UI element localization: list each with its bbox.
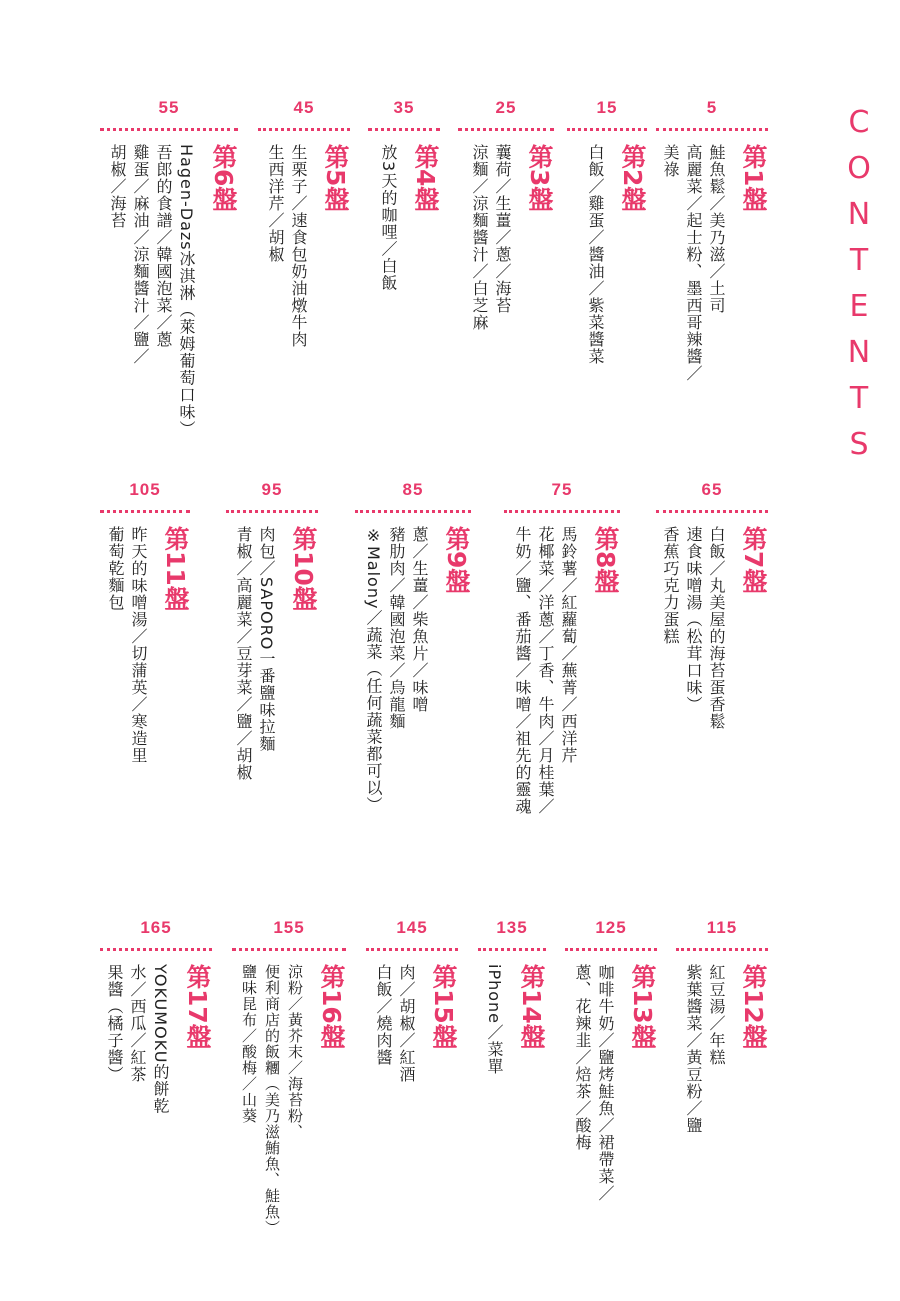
dish-title: 第12盤 bbox=[739, 964, 768, 1049]
ingredient-line: 白飯／雞蛋／醬油／紫菜醬菜 bbox=[586, 144, 605, 365]
page-number: 165 bbox=[140, 918, 172, 937]
dotted-divider bbox=[368, 128, 440, 131]
dish-title: 第11盤 bbox=[161, 526, 190, 611]
page-number: 65 bbox=[701, 480, 723, 499]
page-number: 45 bbox=[293, 98, 315, 117]
ingredient-line: 蔥、花辣韭／焙茶／酸梅 bbox=[573, 964, 592, 1151]
dish-title: 第7盤 bbox=[739, 526, 768, 594]
ingredient-line: 涼麵／涼麵醬汁／白芝麻 bbox=[470, 144, 489, 331]
page-number: 75 bbox=[551, 480, 573, 499]
ingredients bbox=[468, 144, 514, 331]
page-number: 115 bbox=[706, 918, 738, 937]
ingredient-line: 美祿 bbox=[661, 144, 680, 178]
ingredient-line: 鮭魚鬆／美乃滋／土司 bbox=[707, 144, 726, 314]
ingredient-line: 吾郎的食譜／韓國泡菜／蔥 bbox=[154, 144, 173, 348]
page-number: 15 bbox=[596, 98, 618, 117]
ingredient-line: 牛奶／鹽、番茄醬／味噌／祖先的靈魂 bbox=[513, 526, 532, 815]
ingredient-line: 水／西瓜／紅茶 bbox=[128, 964, 147, 1083]
ingredient-line: 生栗子／速食包奶油燉牛肉 bbox=[289, 144, 308, 348]
page-number: 5 bbox=[706, 98, 718, 117]
ingredients bbox=[104, 526, 150, 764]
dotted-divider bbox=[100, 948, 212, 951]
dish-title: 第13盤 bbox=[628, 964, 657, 1049]
ingredient-line: 肉／胡椒／紅酒 bbox=[397, 964, 416, 1083]
toc-entry-4[interactable] bbox=[368, 98, 440, 478]
ingredient-line: iPhone／菜單 bbox=[485, 964, 504, 1076]
toc-entry-13[interactable] bbox=[565, 918, 657, 1278]
page-number: 35 bbox=[393, 98, 415, 117]
toc-entry-15[interactable] bbox=[366, 918, 458, 1278]
dotted-divider bbox=[232, 948, 346, 951]
page-title-letter: O bbox=[847, 151, 871, 186]
ingredients bbox=[362, 526, 431, 813]
page-number: 95 bbox=[261, 480, 283, 499]
toc-entry-16[interactable] bbox=[232, 918, 346, 1278]
ingredient-line: YOKUMOKU的餅乾 bbox=[151, 964, 170, 1115]
ingredient-line: 速食味噌湯（松茸口味） bbox=[684, 526, 703, 713]
ingredient-line: 香蕉巧克力蛋糕 bbox=[661, 526, 680, 645]
page-number: 105 bbox=[129, 480, 161, 499]
dotted-divider bbox=[355, 510, 471, 513]
ingredient-line: 果醬（橘子醬） bbox=[105, 964, 124, 1083]
ingredient-line: 蘘荷／生薑／蔥／海苔 bbox=[493, 144, 512, 314]
ingredient-line: 放3天的咖哩／白飯 bbox=[379, 144, 398, 292]
dish-title: 第4盤 bbox=[411, 144, 440, 212]
dish-title: 第14盤 bbox=[517, 964, 546, 1049]
toc-entry-2[interactable] bbox=[567, 98, 647, 478]
ingredient-line: 生西洋芹／胡椒 bbox=[266, 144, 285, 263]
ingredients bbox=[237, 964, 306, 1236]
ingredients bbox=[659, 144, 728, 382]
page-title-letter: T bbox=[849, 243, 869, 278]
toc-entry-9[interactable] bbox=[355, 480, 471, 860]
page-title-letter: N bbox=[847, 197, 871, 232]
ingredient-line: 雞蛋／麻油／涼麵醬汁／鹽／ bbox=[131, 144, 150, 365]
toc-entry-6[interactable] bbox=[100, 98, 238, 478]
ingredient-line: 便利商店的飯糰（美乃滋鮪魚、鮭魚） bbox=[263, 964, 281, 1236]
ingredient-line: 紅豆湯／年糕 bbox=[707, 964, 726, 1066]
dotted-divider bbox=[565, 948, 657, 951]
ingredients bbox=[659, 526, 728, 730]
page-number: 25 bbox=[495, 98, 517, 117]
page-title-letter: C bbox=[848, 105, 870, 140]
ingredients bbox=[682, 964, 728, 1134]
ingredients bbox=[372, 964, 418, 1083]
dotted-divider bbox=[100, 128, 238, 131]
dotted-divider bbox=[100, 510, 190, 513]
ingredient-line: 涼粉／黃芥末／海苔粉、 bbox=[286, 964, 304, 1140]
ingredient-line: 豬肋肉／韓國泡菜／烏龍麵 bbox=[387, 526, 406, 730]
dotted-divider bbox=[567, 128, 647, 131]
ingredient-line: 紫葉醬菜／黃豆粉／鹽 bbox=[684, 964, 703, 1134]
ingredient-line: ※Malony／蔬菜（任何蔬菜都可以） bbox=[364, 526, 383, 814]
dish-title: 第15盤 bbox=[429, 964, 458, 1049]
ingredient-line: 鹽味昆布／酸梅／山葵 bbox=[240, 964, 258, 1124]
toc-entry-5[interactable] bbox=[258, 98, 350, 478]
dotted-divider bbox=[258, 128, 350, 131]
dish-title: 第17盤 bbox=[183, 964, 212, 1049]
dish-title: 第3盤 bbox=[525, 144, 554, 212]
ingredient-line: 昨天的味噌湯／切蒲英／寒造里 bbox=[129, 526, 148, 764]
dotted-divider bbox=[504, 510, 620, 513]
ingredient-line: 蔥／生薑／柴魚片／味噌 bbox=[410, 526, 429, 713]
dish-title: 第9盤 bbox=[442, 526, 471, 594]
ingredient-line: 馬鈴薯／紅蘿蔔／蕪菁／西洋芹 bbox=[559, 526, 578, 764]
dish-title: 第5盤 bbox=[321, 144, 350, 212]
ingredient-line: 葡萄乾麵包 bbox=[106, 526, 125, 611]
ingredient-line: 肉包／SAPORO一番鹽味拉麵 bbox=[257, 526, 276, 753]
ingredients bbox=[483, 964, 506, 1075]
page-title-letter: E bbox=[849, 289, 869, 324]
dish-title: 第2盤 bbox=[618, 144, 647, 212]
toc-entry-12[interactable] bbox=[676, 918, 768, 1278]
toc-entry-7[interactable] bbox=[656, 480, 768, 860]
page-number: 145 bbox=[396, 918, 428, 937]
toc-entry-14[interactable] bbox=[478, 918, 546, 1278]
page-number: 135 bbox=[496, 918, 528, 937]
ingredients bbox=[571, 964, 617, 1202]
dotted-divider bbox=[226, 510, 318, 513]
ingredient-line: 高麗菜／起士粉、墨西哥辣醬／ bbox=[684, 144, 703, 382]
ingredient-line: 花椰菜／洋蔥／丁香、牛肉／月桂葉／ bbox=[536, 526, 555, 815]
dotted-divider bbox=[656, 510, 768, 513]
ingredient-line: 咖啡牛奶／鹽烤鮭魚／裙帶菜／ bbox=[596, 964, 615, 1202]
dotted-divider bbox=[656, 128, 768, 131]
toc-entry-10[interactable] bbox=[226, 480, 318, 860]
ingredient-line: Hagen-Dazs冰淇淋（萊姆葡萄口味） bbox=[177, 144, 196, 438]
page-title-letter: S bbox=[849, 427, 869, 462]
toc-entry-3[interactable] bbox=[458, 98, 554, 478]
dish-title: 第8盤 bbox=[591, 526, 620, 594]
dotted-divider bbox=[676, 948, 768, 951]
ingredients bbox=[106, 144, 198, 438]
ingredients bbox=[584, 144, 607, 365]
ingredients bbox=[377, 144, 400, 291]
page-title-letter: T bbox=[849, 381, 869, 416]
ingredient-line: 白飯／燒肉醬 bbox=[374, 964, 393, 1066]
ingredient-line: 白飯／丸美屋的海苔蛋香鬆 bbox=[707, 526, 726, 730]
toc-entry-8[interactable] bbox=[504, 480, 620, 860]
dish-title: 第10盤 bbox=[289, 526, 318, 611]
dish-title: 第16盤 bbox=[317, 964, 346, 1049]
page-number: 125 bbox=[595, 918, 627, 937]
page-title bbox=[836, 100, 882, 468]
toc-entry-11[interactable] bbox=[100, 480, 190, 860]
page-number: 55 bbox=[158, 98, 180, 117]
toc-entry-1[interactable] bbox=[656, 98, 768, 478]
dish-title: 第6盤 bbox=[209, 144, 238, 212]
page-title-letter: N bbox=[847, 335, 871, 370]
toc-entry-17[interactable] bbox=[100, 918, 212, 1278]
dotted-divider bbox=[366, 948, 458, 951]
dotted-divider bbox=[458, 128, 554, 131]
page-number: 85 bbox=[402, 480, 424, 499]
dotted-divider bbox=[478, 948, 546, 951]
ingredients bbox=[264, 144, 310, 348]
ingredient-line: 胡椒／海苔 bbox=[108, 144, 127, 229]
ingredient-line: 青椒／高麗菜／豆芽菜／鹽／胡椒 bbox=[234, 526, 253, 781]
ingredients bbox=[511, 526, 580, 815]
page-number: 155 bbox=[273, 918, 305, 937]
ingredients bbox=[232, 526, 278, 781]
ingredients bbox=[103, 964, 172, 1114]
dish-title: 第1盤 bbox=[739, 144, 768, 212]
